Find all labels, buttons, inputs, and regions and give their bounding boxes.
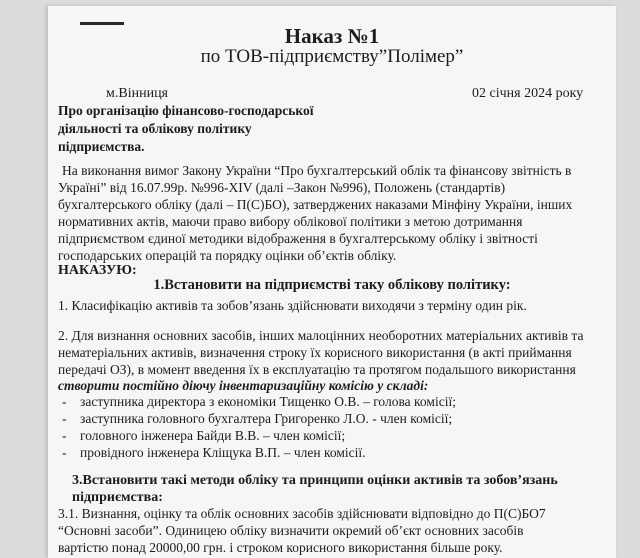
document-page	[48, 6, 616, 558]
section3-line: “Основні засоби”. Одиницею обліку визначити окремий об’єкт основних засобів	[58, 523, 524, 538]
member-text: провідного інженера Кліщука В.П. – член комісії.	[80, 445, 366, 460]
section1-heading: 1.Встановити на підприємстві таку облікову політику:	[153, 277, 511, 293]
member-item: - провідного інженера Кліщука В.П. – член комісії.	[62, 445, 366, 460]
city: м.Вінниця	[106, 86, 168, 101]
section3-line: 3.1. Визнання, оцінку та облік основних засобів здійснювати відповідно до П(С)БО7	[58, 506, 546, 521]
order-subject: Про організацію фінансово-господарської діяльності та облікову політику підприємства.	[58, 103, 314, 154]
member-text: головного інженера Байди В.В. – член комісії;	[80, 428, 346, 443]
member-text: заступника головного бухгалтера Григоренко Л.О. - член комісії;	[80, 411, 453, 426]
commission-line: створити постійно діючу інвентаризаційну комісію у складі:	[58, 378, 429, 393]
member-item: - заступника директора з економіки Тищенко О.В. – голова комісії;	[62, 394, 456, 409]
intro-line: бухгалтерського обліку (далі – П(С)БО), затверджених наказами Мінфіну України, інших	[58, 197, 573, 212]
intro-line: На виконання вимог Закону України “Про бухгалтерський облік та фінансову звітність в	[62, 163, 572, 178]
member-item: - головного інженера Байди В.В. – член комісії;	[62, 428, 346, 443]
section1-item1: 1. Класифікацію активів та зобов’язань здійснювати виходячи з терміну один рік.	[58, 298, 527, 313]
order-subtitle: по ТОВ-підприємству”Полімер”	[200, 46, 464, 67]
section3-heading-cont: підприємства:	[72, 490, 163, 505]
member-item: - заступника головного бухгалтера Григоренко Л.О. - член комісії;	[62, 411, 453, 426]
order-word: НАКАЗУЮ:	[58, 263, 137, 278]
intro-line: господарських операцій та порядку оцінки об’єктів обліку.	[58, 248, 397, 263]
member-text: заступника директора з економіки Тищенко О.В. – голова комісії;	[80, 394, 456, 409]
section1-item2-line: 2. Для визнання основних засобів, інших малоцінних необоротних матеріальних активів та	[58, 328, 584, 343]
order-title: Наказ №1	[284, 24, 380, 48]
intro-line: нормативних актів, маючи право вибору облікової політики з метою дотримання	[58, 214, 523, 229]
intro-line: підприємством єдиної методики відображення в бухгалтерському обліку і звітності	[58, 231, 538, 246]
section1-item2-line: нематеріальних активів, визначення строку їх корисного використання (в акті приймання	[58, 345, 572, 360]
section3-line: вартістю понад 20000,00 грн. і строком корисного використання більше року.	[58, 540, 503, 555]
section3-heading: 3.Встановити такі методи обліку та принципи оцінки активів та зобов’язань	[72, 473, 558, 488]
section1-item2-line: передачі ОЗ), в момент введення їх в експлуатацію та протягом подальшого використання	[58, 362, 576, 377]
order-date: 02 січня 2024 року	[472, 86, 584, 101]
intro-line: Україні” від 16.07.99р. №996-XIV (далі –Закон №996), Положень (стандартів)	[58, 180, 506, 195]
